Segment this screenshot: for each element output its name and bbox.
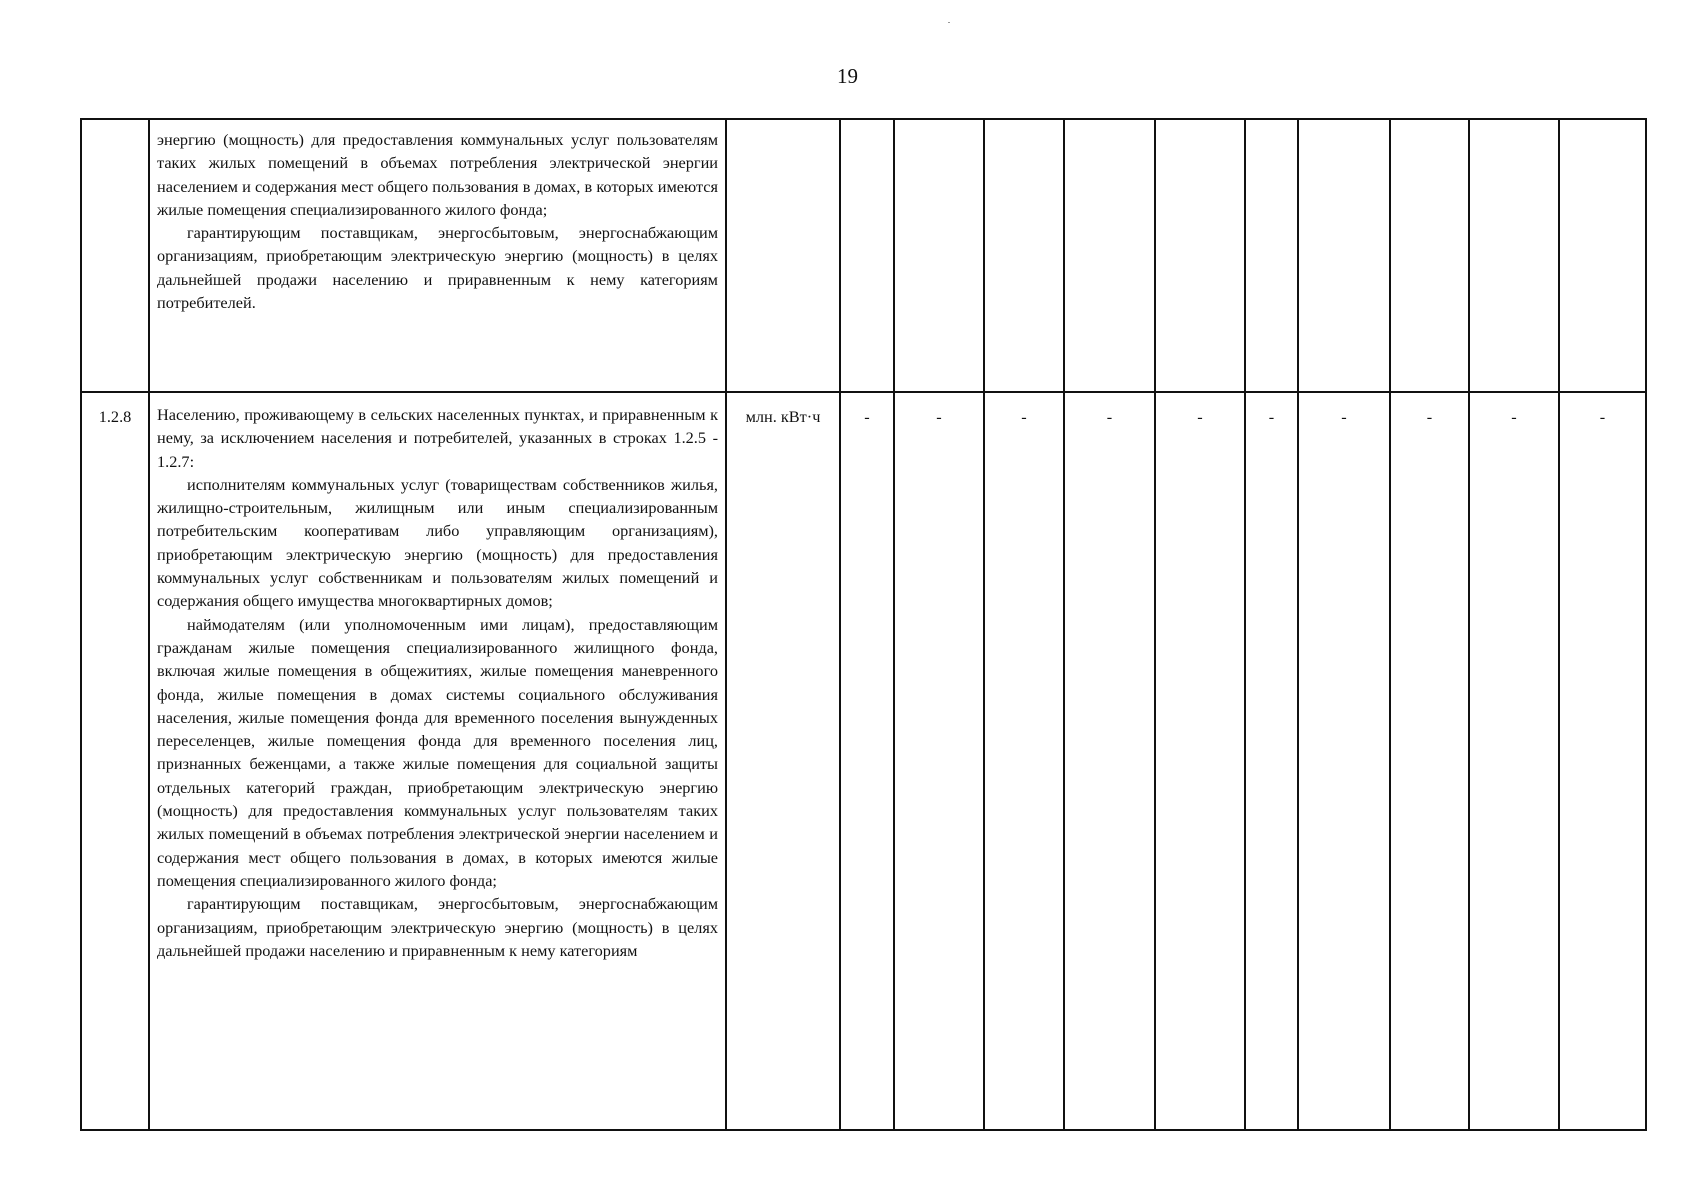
description-paragraph: энергию (мощность) для предоставления коммунальных услуг пользователям таких жилых помещений в объемах потребления электрической энергии населением и содержания мест общего пользования в домах, в которых имеются жилые помещения специализированного жилого фонда; [157, 130, 718, 219]
unit-cell [726, 119, 840, 392]
table-body [81, 119, 1646, 1130]
value-cell [1298, 119, 1390, 392]
value-cell [1559, 119, 1646, 392]
row-number-cell [81, 119, 149, 392]
table-row [81, 119, 1646, 392]
value-cell: - [1064, 392, 1155, 1130]
row-number-cell: 1.2.8 [81, 392, 149, 1130]
value-cell: - [1245, 392, 1298, 1130]
description-paragraph: наймодателям (или уполномоченным ими лицам), предоставляющим гражданам жилые помещения специализированного жилищного фонда, включая жилые помещения в общежитиях, жилые помещения маневренного фонда, жилые помещения в домах системы социального обслуживания населения, жилые помещения фонда для временного поселения вынужденных переселенцев, жилые помещения фонда для временного поселения лиц, признанных беженцами, а также жилые помещения для социальной защиты отдельных категорий граждан, приобретающим электрическую энергию (мощность) для предоставления коммунальных услуг пользователям таких жилых помещений в объемах потребления электрической энергии населением и содержания мест общего пользования в домах, в которых имеются жилые помещения специализированного жилого фонда; [157, 614, 718, 890]
value-cell: - [840, 392, 894, 1130]
table-row [81, 392, 1646, 1130]
value-cell: - [1155, 392, 1245, 1130]
scan-speck [948, 22, 950, 23]
value-cell [1064, 119, 1155, 392]
page-number: 19 [837, 64, 858, 88]
value-cell [1390, 119, 1469, 392]
value-cell [984, 119, 1064, 392]
description-paragraph: гарантирующим поставщикам, энергосбытовым, энергоснабжающим организациям, приобретающим электрическую энергию (мощность) в целях дальнейшей продажи населению и приравненным к нему категориям [157, 894, 718, 960]
description-paragraph: исполнителям коммунальных услуг (товариществам собственников жилья, жилищно-строительным, жилищным или иным специализированным потребительским кооперативам либо управляющим организациям), приобретающим электрическую энергию (мощность) для предоставления коммунальных услуг собственникам и пользователям жилых помещений и содержания общего имущества многоквартирных домов; [157, 474, 718, 611]
value-cell: - [894, 392, 984, 1130]
tariff-table [80, 118, 1647, 1131]
value-cell [1155, 119, 1245, 392]
description-cell [149, 392, 726, 1130]
unit-cell: млн. кВт·ч [726, 392, 840, 1130]
value-cell [1469, 119, 1559, 392]
value-cell [1245, 119, 1298, 392]
value-cell: - [1390, 392, 1469, 1130]
value-cell: - [984, 392, 1064, 1130]
value-cell: - [1298, 392, 1390, 1130]
value-cell: - [1559, 392, 1646, 1130]
value-cell: - [1469, 392, 1559, 1130]
value-cell [894, 119, 984, 392]
description-cell [149, 119, 726, 392]
description-paragraph: гарантирующим поставщикам, энергосбытовым, энергоснабжающим организациям, приобретающим электрическую энергию (мощность) в целях дальнейшей продажи населению и приравненным к нему категориям потребителей. [157, 223, 718, 313]
description-paragraph: Населению, проживающему в сельских населенных пунктах, и приравненным к нему, за исключением населения и потребителей, указанных в строках 1.2.5 - 1.2.7: [157, 405, 718, 471]
value-cell [840, 119, 894, 392]
